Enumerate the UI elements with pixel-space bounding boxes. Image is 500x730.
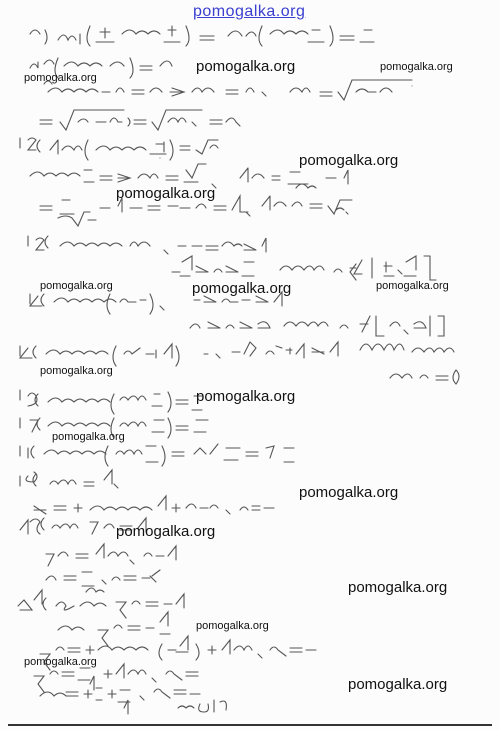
watermark: pomogalka.org (52, 431, 125, 443)
watermark: pomogalka.org (196, 58, 296, 75)
page-bottom-rule (8, 724, 492, 726)
watermark: pomogalka.org (299, 484, 399, 501)
watermark: pomogalka.org (196, 620, 269, 632)
watermark: pomogalka.org (196, 388, 296, 405)
site-header-link[interactable]: pomogalka.org (193, 3, 306, 20)
watermark: pomogalka.org (380, 61, 453, 73)
watermark: pomogalka.org (192, 280, 292, 297)
watermark: pomogalka.org (299, 152, 399, 169)
watermark: pomogalka.org (376, 280, 449, 292)
watermark: pomogalka.org (24, 656, 97, 668)
watermark: pomogalka.org (40, 280, 113, 292)
watermark: pomogalka.org (348, 579, 448, 596)
watermark: pomogalka.org (116, 185, 216, 202)
watermark: pomogalka.org (348, 676, 448, 693)
watermark: pomogalka.org (24, 72, 97, 84)
watermark: pomogalka.org (116, 523, 216, 540)
watermark: pomogalka.org (40, 365, 113, 377)
